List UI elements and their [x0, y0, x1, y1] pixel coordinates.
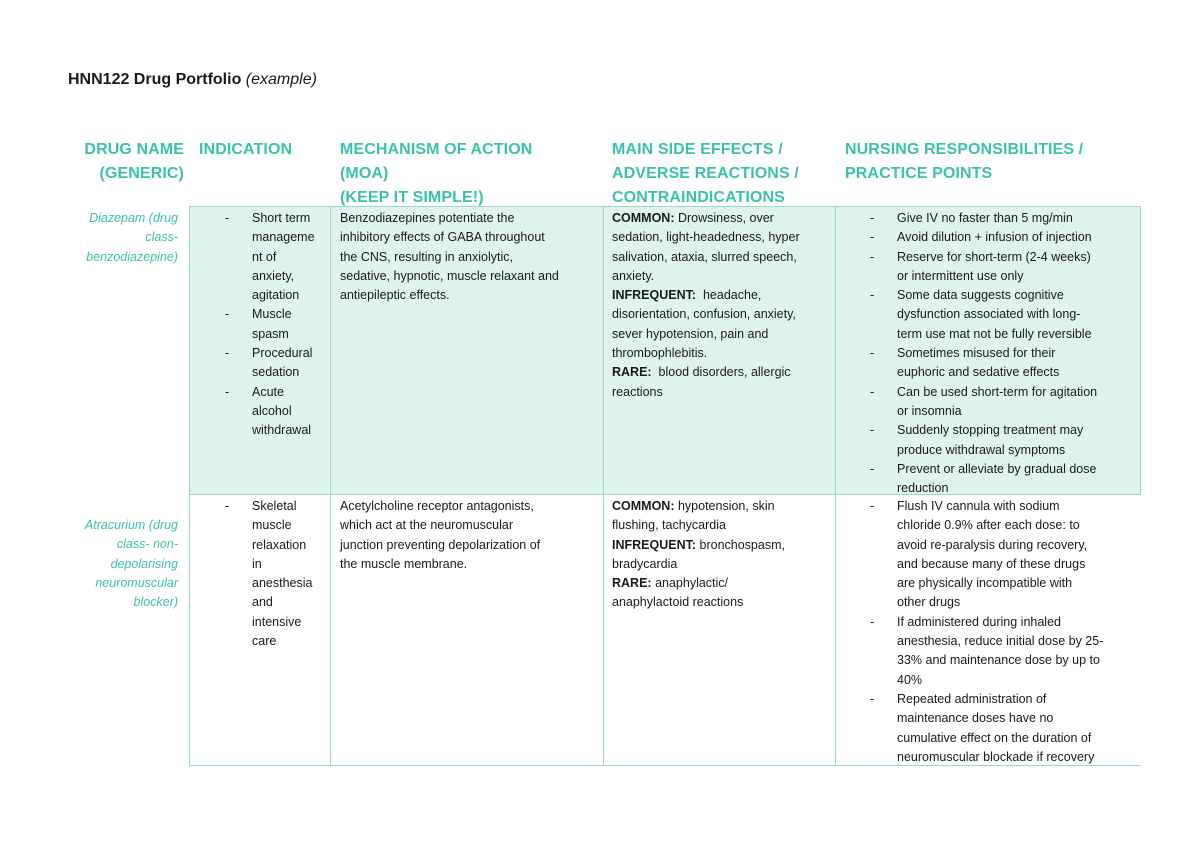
effects-text: blood disorders, allergic	[651, 365, 791, 380]
effects-text: bronchospasm,	[696, 537, 785, 552]
indication-list	[225, 209, 315, 441]
severity-label: RARE:	[612, 365, 652, 380]
text-line: - Suddenly stopping treatment may	[897, 423, 1084, 438]
drug-name	[62, 516, 178, 612]
text-line: anesthesia, reduce initial dose by 25-	[897, 634, 1104, 649]
indication-item	[225, 305, 315, 344]
text-line: other drugs	[897, 595, 961, 610]
text-line: - Muscle	[252, 307, 292, 322]
drug-name-line: class-	[145, 230, 178, 245]
text-line: nt of	[252, 249, 277, 264]
nursing-item	[870, 286, 1132, 344]
page-title	[68, 71, 317, 89]
text-line: or intermittent use only	[897, 268, 1024, 283]
text-line: Acetylcholine receptor antagonists,	[340, 499, 534, 513]
indication-item	[225, 209, 315, 305]
text-line: sedative, hypnotic, muscle relaxant and	[340, 268, 559, 283]
text-line: and	[252, 595, 273, 610]
indication-item	[225, 497, 315, 651]
text-line: chloride 0.9% after each dose: to	[897, 518, 1080, 533]
text-line: in	[252, 556, 262, 571]
severity-label: INFREQUENT:	[612, 288, 697, 303]
severity-label: COMMON:	[612, 211, 675, 225]
header-drug-name	[60, 138, 184, 186]
text-line: antiepileptic effects.	[340, 288, 450, 303]
text-line: junction preventing depolarization of	[340, 537, 541, 552]
text-line: - Avoid dilution + infusion of injection	[897, 230, 1092, 245]
text-line: 40%	[897, 672, 923, 687]
text-line: - Short term	[252, 211, 311, 225]
header-line: INDICATION	[199, 141, 293, 158]
header-line: MECHANISM OF ACTION	[340, 141, 533, 158]
drug-name-line: benzodiazepine)	[86, 249, 178, 264]
nursing-item	[870, 383, 1132, 422]
text-line: - Sometimes misused for their	[897, 346, 1056, 361]
text-line: which act at the neuromuscular	[340, 518, 514, 533]
drug-name-line: neuromuscular	[95, 575, 178, 590]
text-line	[612, 383, 834, 402]
effects-text: thrombophlebitis.	[612, 346, 708, 361]
nursing-item	[870, 248, 1132, 287]
severity-label: COMMON:	[612, 499, 675, 513]
indication-cell	[225, 209, 315, 441]
text-line: - Skeletal	[252, 499, 297, 513]
text-line: withdrawal	[252, 423, 312, 438]
text-line: are physically incompatible with	[897, 576, 1073, 591]
text-line: Benzodiazepines potentiate the	[340, 211, 515, 225]
nursing-cell	[870, 209, 1132, 498]
nursing-cell	[870, 497, 1132, 767]
table-divider	[835, 206, 836, 766]
table-divider	[603, 206, 604, 766]
drug-name-line: Atracurium (drug	[84, 518, 178, 532]
text-line: agitation	[252, 288, 300, 303]
effects-text: anaphylactic/	[651, 576, 729, 591]
text-line: - Reserve for short-term (2-4 weeks)	[897, 249, 1091, 264]
text-line: and because many of these drugs	[897, 556, 1086, 571]
text-line: neuromuscular blockade if recovery	[897, 749, 1095, 764]
nursing-item	[870, 344, 1132, 383]
text-line: - If administered during inhaled	[897, 614, 1061, 629]
nursing-list	[870, 209, 1132, 498]
text-line: - Repeated administration of	[897, 691, 1047, 706]
effects-text: salivation, ataxia, slurred speech,	[612, 249, 797, 264]
effects-text: flushing, tachycardia	[612, 518, 726, 533]
text-line: - Acute	[252, 384, 284, 399]
effects-text: disorientation, confusion, anxiety,	[612, 307, 796, 322]
side-effects-cell	[612, 497, 834, 613]
text-line	[612, 305, 834, 324]
nursing-item	[870, 421, 1132, 460]
text-line: - Give IV no faster than 5 mg/min	[897, 211, 1073, 225]
nursing-item	[870, 460, 1132, 499]
text-line	[612, 363, 834, 382]
severity-label: RARE:	[612, 576, 652, 591]
text-line	[612, 325, 834, 344]
text-line: dysfunction associated with long-	[897, 307, 1081, 322]
nursing-item	[870, 209, 1132, 228]
text-line	[612, 555, 834, 574]
text-line: cumulative effect on the duration of	[897, 730, 1092, 745]
header-indication	[199, 138, 292, 162]
text-line: produce withdrawal symptoms	[897, 442, 1066, 457]
header-line: (GENERIC)	[99, 165, 184, 182]
text-line	[612, 248, 834, 267]
header-line: PRACTICE POINTS	[845, 165, 993, 182]
text-line	[612, 536, 834, 555]
effects-text: anxiety.	[612, 268, 655, 283]
text-line: avoid re-paralysis during recovery,	[897, 537, 1088, 552]
text-line: the muscle membrane.	[340, 556, 468, 571]
header-line: (KEEP IT SIMPLE!)	[340, 189, 484, 206]
effects-text: headache,	[696, 288, 762, 303]
effects-text: reactions	[612, 384, 663, 399]
effects-text: Drowsiness, over	[674, 211, 774, 225]
table-divider	[1140, 206, 1141, 494]
text-line	[612, 286, 834, 305]
nursing-item	[870, 613, 1132, 690]
drug-name	[62, 209, 178, 267]
header-line: DRUG NAME	[84, 141, 184, 158]
text-line: 33% and maintenance dose by up to	[897, 653, 1100, 668]
header-line: CONTRAINDICATIONS	[612, 189, 785, 206]
text-line	[612, 267, 834, 286]
indication-cell	[225, 497, 315, 651]
header-mechanism-of-action	[340, 138, 532, 210]
text-line	[612, 344, 834, 363]
table-divider	[189, 206, 190, 766]
text-line: care	[252, 634, 277, 649]
effects-text: sedation, light-headedness, hyper	[612, 230, 800, 245]
text-line	[612, 516, 834, 535]
drug-name-line: class- non-	[116, 537, 178, 552]
text-line	[612, 497, 834, 516]
nursing-item	[870, 228, 1132, 247]
title-suffix: (example)	[245, 71, 317, 88]
text-line: anxiety,	[252, 268, 295, 283]
text-line	[612, 574, 834, 593]
text-line	[612, 209, 834, 228]
nursing-item	[870, 690, 1132, 767]
header-line: ADVERSE REACTIONS /	[612, 165, 799, 182]
table-divider	[330, 206, 331, 766]
text-line: intensive	[252, 614, 302, 629]
header-line: NURSING RESPONSIBILITIES /	[845, 141, 1084, 158]
text-line: - Procedural	[252, 346, 313, 361]
title-main: HNN122 Drug Portfolio	[68, 71, 242, 88]
indication-item	[225, 383, 315, 441]
indication-list	[225, 497, 315, 651]
text-line: manageme	[252, 230, 315, 245]
text-line: term use mat not be fully reversible	[897, 326, 1092, 341]
text-line: alcohol	[252, 403, 292, 418]
text-line: maintenance doses have no	[897, 711, 1054, 726]
text-line: reduction	[897, 481, 949, 496]
drug-name-line: Diazepam (drug	[89, 211, 178, 225]
effects-text: bradycardia	[612, 556, 678, 571]
moa-cell	[340, 209, 602, 305]
text-line: anesthesia	[252, 576, 313, 591]
side-effects-cell	[612, 209, 834, 402]
text-line: - Some data suggests cognitive	[897, 288, 1064, 303]
text-line: the CNS, resulting in anxiolytic,	[340, 249, 513, 264]
text-line: muscle	[252, 518, 292, 533]
text-line	[612, 593, 834, 612]
text-line: - Can be used short-term for agitation	[897, 384, 1098, 399]
moa-cell	[340, 497, 602, 574]
effects-text: hypotension, skin	[674, 499, 775, 513]
text-line: euphoric and sedative effects	[897, 365, 1060, 380]
header-side-effects	[612, 138, 799, 210]
header-line: (MOA)	[340, 165, 389, 182]
text-line: - Flush IV cannula with sodium	[897, 499, 1060, 513]
text-line	[612, 228, 834, 247]
indication-item	[225, 344, 315, 383]
header-line: MAIN SIDE EFFECTS /	[612, 141, 783, 158]
effects-text: anaphylactoid reactions	[612, 595, 744, 610]
text-line: - Prevent or alleviate by gradual dose	[897, 461, 1097, 476]
severity-label: INFREQUENT:	[612, 537, 697, 552]
text-line: spasm	[252, 326, 289, 341]
nursing-item	[870, 497, 1132, 613]
table-rule-top	[189, 206, 1141, 207]
drug-name-line: depolarising	[110, 556, 178, 571]
text-line: sedation	[252, 365, 300, 380]
text-line: or insomnia	[897, 403, 962, 418]
header-nursing-responsibilities	[845, 138, 1083, 186]
drug-name-line: blocker)	[133, 595, 178, 610]
nursing-list	[870, 497, 1132, 767]
text-line: inhibitory effects of GABA throughout	[340, 230, 545, 245]
effects-text: sever hypotension, pain and	[612, 326, 769, 341]
text-line: relaxation	[252, 537, 307, 552]
